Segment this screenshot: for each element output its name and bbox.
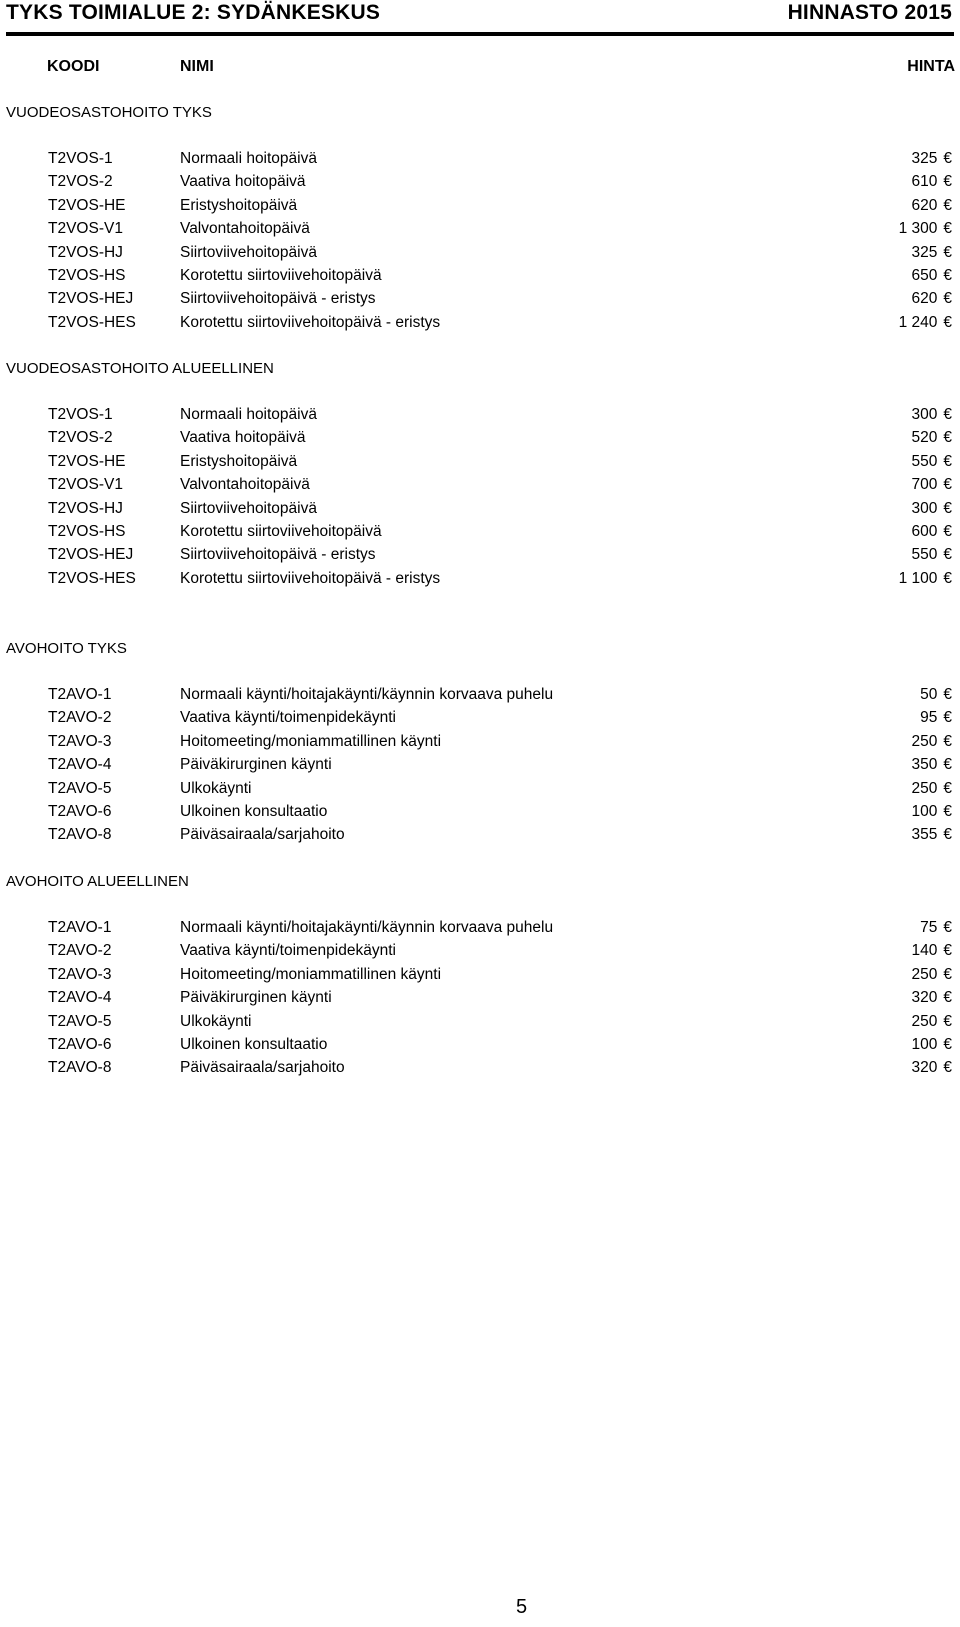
euro-symbol: €: [943, 314, 952, 331]
euro-symbol: €: [943, 733, 952, 750]
row-price-value: 650: [911, 267, 938, 284]
row-code: T2VOS-2: [48, 429, 113, 446]
row-price: [912, 173, 953, 191]
euro-symbol: €: [943, 686, 952, 703]
row-price-value: 250: [911, 733, 938, 750]
row-price: [912, 966, 953, 984]
price-row: [0, 453, 960, 477]
column-header-code: KOODI: [47, 58, 100, 75]
row-name: Korotettu siirtoviivehoitopäivä - eristys: [180, 314, 441, 331]
row-price: [912, 523, 953, 541]
row-price: [912, 546, 953, 564]
euro-symbol: €: [943, 570, 952, 587]
price-row: [0, 546, 960, 570]
row-price: [912, 989, 953, 1007]
euro-symbol: €: [943, 709, 952, 726]
row-price-value: 620: [911, 290, 938, 307]
price-row: [0, 150, 960, 174]
price-row: [0, 314, 960, 338]
row-price-value: 550: [911, 546, 938, 563]
euro-symbol: €: [943, 429, 952, 446]
row-name: Vaativa hoitopäivä: [180, 173, 306, 190]
row-name: Ulkokäynti: [180, 780, 252, 797]
row-name: Siirtoviivehoitopäivä: [180, 500, 317, 517]
row-price-value: 355: [911, 826, 938, 843]
euro-symbol: €: [943, 803, 952, 820]
row-price-value: 50: [920, 686, 938, 703]
euro-symbol: €: [943, 546, 952, 563]
row-code: T2AVO-4: [48, 989, 112, 1006]
row-name: Normaali käynti/hoitajakäynti/käynnin korvaava puhelu: [180, 919, 554, 936]
euro-symbol: €: [943, 267, 952, 284]
row-price: [912, 197, 953, 215]
price-row: [0, 942, 960, 966]
department-title: TYKS TOIMIALUE 2: SYDÄNKESKUS: [6, 1, 381, 24]
section-title: VUODEOSASTOHOITO TYKS: [6, 104, 212, 121]
row-name: Siirtoviivehoitopäivä: [180, 244, 317, 261]
row-code: T2VOS-HEJ: [48, 290, 134, 307]
euro-symbol: €: [943, 756, 952, 773]
price-row: [0, 197, 960, 221]
row-price: [920, 686, 952, 704]
row-code: T2AVO-6: [48, 1036, 112, 1053]
row-price: [912, 942, 953, 960]
euro-symbol: €: [943, 523, 952, 540]
price-row: [0, 966, 960, 990]
euro-symbol: €: [943, 826, 952, 843]
euro-symbol: €: [943, 150, 952, 167]
row-name: Hoitomeeting/moniammatillinen käynti: [180, 966, 442, 983]
row-name: Korotettu siirtoviivehoitopäivä: [180, 523, 382, 540]
price-row: [0, 220, 960, 244]
row-code: T2VOS-HJ: [48, 500, 123, 517]
price-row: [0, 1013, 960, 1037]
row-price-value: 610: [911, 173, 938, 190]
price-row: [0, 570, 960, 594]
section-title: AVOHOITO TYKS: [6, 640, 127, 657]
euro-symbol: €: [943, 173, 952, 190]
row-name: Siirtoviivehoitopäivä - eristys: [180, 290, 376, 307]
euro-symbol: €: [943, 966, 952, 983]
row-code: T2AVO-4: [48, 756, 112, 773]
price-row: [0, 686, 960, 710]
price-row: [0, 476, 960, 500]
row-code: T2VOS-V1: [48, 476, 123, 493]
row-code: T2VOS-HES: [48, 570, 136, 587]
row-price: [912, 406, 953, 424]
row-price-value: 325: [911, 150, 938, 167]
row-price: [912, 453, 953, 471]
column-header-name: NIMI: [180, 58, 214, 75]
euro-symbol: €: [943, 1036, 952, 1053]
row-price-value: 250: [911, 1013, 938, 1030]
column-headers: [0, 58, 960, 82]
price-row: [0, 406, 960, 430]
row-name: Ulkoinen konsultaatio: [180, 803, 328, 820]
row-code: T2AVO-2: [48, 942, 112, 959]
price-row: [0, 500, 960, 524]
page-header: [6, 0, 954, 36]
row-code: T2AVO-1: [48, 686, 112, 703]
row-name: Siirtoviivehoitopäivä - eristys: [180, 546, 376, 563]
row-price: [912, 267, 953, 285]
page-number: 5: [516, 1596, 528, 1618]
row-price: [920, 709, 952, 727]
row-code: T2AVO-1: [48, 919, 112, 936]
row-price: [912, 150, 953, 168]
row-name: Päiväsairaala/sarjahoito: [180, 1059, 345, 1076]
row-code: T2VOS-HS: [48, 267, 126, 284]
price-row: [0, 756, 960, 780]
row-price-value: 100: [911, 1036, 938, 1053]
row-name: Päiväkirurginen käynti: [180, 989, 332, 1006]
row-code: T2AVO-2: [48, 709, 112, 726]
row-price: [912, 733, 953, 751]
row-price: [912, 756, 953, 774]
row-price-value: 75: [920, 919, 938, 936]
row-name: Normaali käynti/hoitajakäynti/käynnin korvaava puhelu: [180, 686, 554, 703]
row-code: T2AVO-8: [48, 826, 112, 843]
row-code: T2VOS-HE: [48, 197, 126, 214]
row-name: Normaali hoitopäivä: [180, 406, 317, 423]
price-row: [0, 709, 960, 733]
price-row: [0, 919, 960, 943]
euro-symbol: €: [943, 290, 952, 307]
row-price: [912, 780, 953, 798]
row-name: Valvontahoitopäivä: [180, 220, 310, 237]
row-code: T2VOS-HES: [48, 314, 136, 331]
euro-symbol: €: [943, 220, 952, 237]
row-code: T2VOS-1: [48, 150, 113, 167]
price-row: [0, 244, 960, 268]
row-price: [912, 826, 953, 844]
euro-symbol: €: [943, 989, 952, 1006]
euro-symbol: €: [943, 780, 952, 797]
euro-symbol: €: [943, 244, 952, 261]
row-price-value: 1 300: [898, 220, 938, 237]
euro-symbol: €: [943, 942, 952, 959]
row-price: [912, 429, 953, 447]
row-name: Päiväkirurginen käynti: [180, 756, 332, 773]
row-name: Normaali hoitopäivä: [180, 150, 317, 167]
row-name: Vaativa käynti/toimenpidekäynti: [180, 942, 396, 959]
euro-symbol: €: [943, 476, 952, 493]
row-price: [899, 314, 952, 332]
section-title: VUODEOSASTOHOITO ALUEELLINEN: [6, 360, 274, 377]
euro-symbol: €: [943, 500, 952, 517]
row-price-value: 95: [920, 709, 938, 726]
row-price-value: 250: [911, 966, 938, 983]
row-price-value: 620: [911, 197, 938, 214]
row-code: T2AVO-6: [48, 803, 112, 820]
price-row: [0, 1036, 960, 1060]
row-price-value: 250: [911, 780, 938, 797]
row-price: [912, 1036, 953, 1054]
price-list-title: HINNASTO 2015: [787, 1, 952, 24]
row-price-value: 600: [911, 523, 938, 540]
row-name: Hoitomeeting/moniammatillinen käynti: [180, 733, 442, 750]
row-price: [912, 803, 953, 821]
row-price: [912, 1059, 953, 1077]
row-price-value: 100: [911, 803, 938, 820]
row-code: T2AVO-3: [48, 733, 112, 750]
row-price-value: 700: [911, 476, 938, 493]
row-code: T2AVO-8: [48, 1059, 112, 1076]
row-code: T2AVO-5: [48, 1013, 112, 1030]
row-name: Vaativa käynti/toimenpidekäynti: [180, 709, 396, 726]
row-code: T2AVO-3: [48, 966, 112, 983]
row-price: [899, 220, 952, 238]
row-price-value: 320: [911, 989, 938, 1006]
section-title: AVOHOITO ALUEELLINEN: [6, 873, 189, 890]
row-price-value: 520: [911, 429, 938, 446]
price-row: [0, 733, 960, 757]
price-row: [0, 803, 960, 827]
row-price-value: 320: [911, 1059, 938, 1076]
row-price-value: 325: [911, 244, 938, 261]
row-code: T2VOS-HE: [48, 453, 126, 470]
row-name: Eristyshoitopäivä: [180, 197, 298, 214]
row-name: Valvontahoitopäivä: [180, 476, 310, 493]
euro-symbol: €: [943, 919, 952, 936]
row-price-value: 300: [911, 500, 938, 517]
row-price-value: 140: [911, 942, 938, 959]
price-row: [0, 523, 960, 547]
row-price-value: 350: [911, 756, 938, 773]
price-row: [0, 290, 960, 314]
row-code: T2VOS-V1: [48, 220, 123, 237]
price-row: [0, 780, 960, 804]
column-header-price: HINTA: [907, 58, 955, 75]
row-price-value: 1 240: [898, 314, 938, 331]
euro-symbol: €: [943, 1059, 952, 1076]
euro-symbol: €: [943, 406, 952, 423]
price-row: [0, 173, 960, 197]
row-name: Eristyshoitopäivä: [180, 453, 298, 470]
euro-symbol: €: [943, 453, 952, 470]
row-price: [899, 570, 952, 588]
row-price: [912, 1013, 953, 1031]
row-price: [912, 290, 953, 308]
row-price-value: 1 100: [898, 570, 938, 587]
row-code: T2VOS-HEJ: [48, 546, 134, 563]
row-code: T2AVO-5: [48, 780, 112, 797]
row-price-value: 300: [911, 406, 938, 423]
row-name: Korotettu siirtoviivehoitopäivä - eristys: [180, 570, 441, 587]
row-name: Ulkokäynti: [180, 1013, 252, 1030]
euro-symbol: €: [943, 197, 952, 214]
row-code: T2VOS-1: [48, 406, 113, 423]
price-row: [0, 429, 960, 453]
row-name: Vaativa hoitopäivä: [180, 429, 306, 446]
row-code: T2VOS-HJ: [48, 244, 123, 261]
euro-symbol: €: [943, 1013, 952, 1030]
price-row: [0, 267, 960, 291]
row-name: Ulkoinen konsultaatio: [180, 1036, 328, 1053]
price-row: [0, 1059, 960, 1083]
row-price-value: 550: [911, 453, 938, 470]
price-row: [0, 989, 960, 1013]
row-code: T2VOS-HS: [48, 523, 126, 540]
row-price: [912, 500, 953, 518]
row-name: Päiväsairaala/sarjahoito: [180, 826, 345, 843]
price-row: [0, 826, 960, 850]
row-price: [912, 244, 953, 262]
row-price: [920, 919, 952, 937]
row-name: Korotettu siirtoviivehoitopäivä: [180, 267, 382, 284]
row-price: [912, 476, 953, 494]
row-code: T2VOS-2: [48, 173, 113, 190]
